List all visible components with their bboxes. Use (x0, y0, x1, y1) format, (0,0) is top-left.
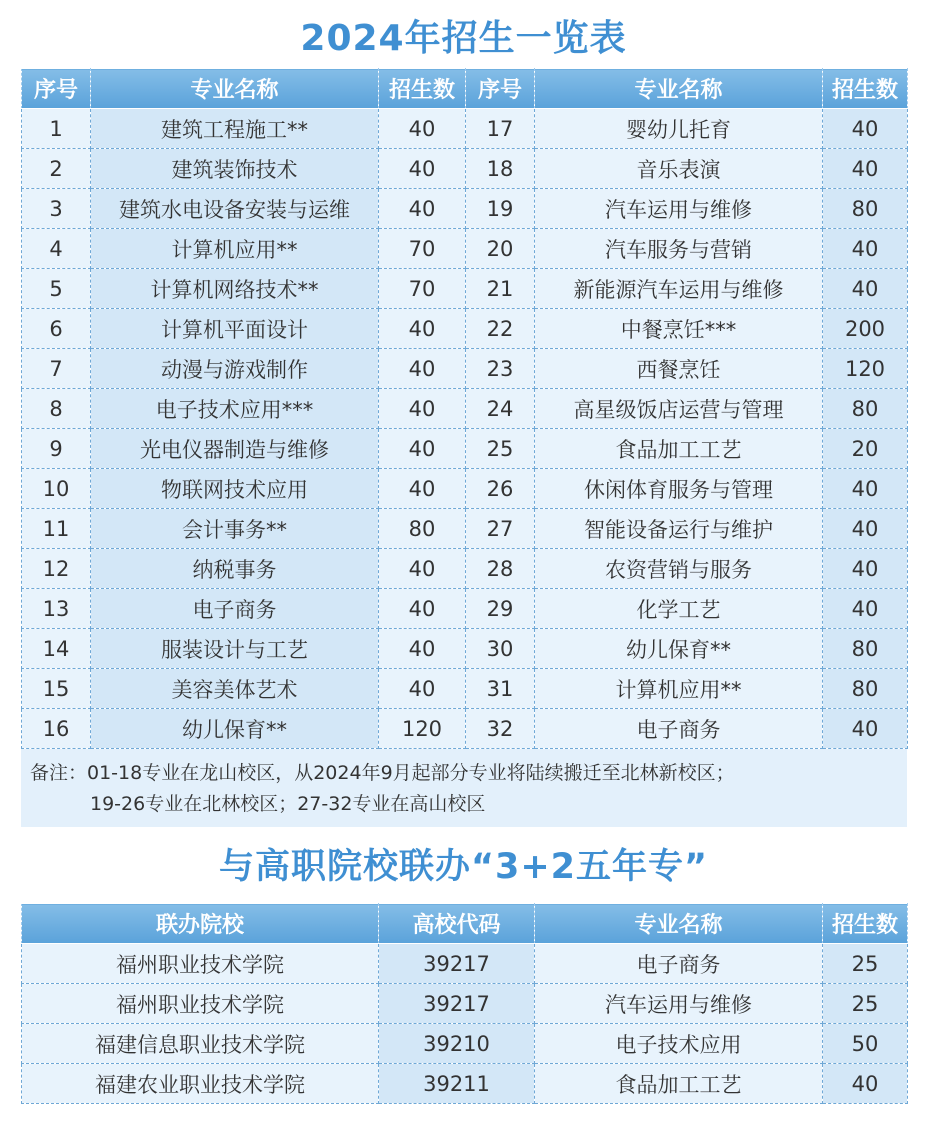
table-cell: 福建农业职业技术学院 (22, 1064, 379, 1104)
table-cell: 80 (823, 389, 908, 429)
table-cell: 40 (379, 149, 466, 189)
table-cell: 高星级饭店运营与管理 (535, 389, 823, 429)
table-header-row (22, 69, 908, 109)
table-cell: 32 (466, 709, 535, 749)
table-cell: 40 (379, 389, 466, 429)
table-cell: 24 (466, 389, 535, 429)
table-cell: 计算机应用** (91, 229, 379, 269)
table-cell: 15 (22, 669, 91, 709)
column-header: 联办院校 (22, 904, 379, 944)
table-cell: 40 (379, 349, 466, 389)
table-cell: 纳税事务 (91, 549, 379, 589)
table-row (22, 1024, 908, 1064)
table-cell: 40 (823, 1064, 908, 1104)
table-cell: 29 (466, 589, 535, 629)
table-cell: 幼儿保育** (91, 709, 379, 749)
table-cell: 40 (823, 509, 908, 549)
table-cell: 建筑工程施工** (91, 109, 379, 149)
table-row (22, 109, 908, 149)
table-cell: 200 (823, 309, 908, 349)
table-cell: 40 (379, 549, 466, 589)
table-row (22, 589, 908, 629)
table-cell: 70 (379, 229, 466, 269)
table-cell: 汽车运用与维修 (535, 189, 823, 229)
table-cell: 服装设计与工艺 (91, 629, 379, 669)
table-cell: 电子商务 (535, 944, 823, 984)
table-cell: 汽车服务与营销 (535, 229, 823, 269)
section-title: 与高职院校联办“3+2五年专” (218, 847, 709, 887)
table-cell: 40 (823, 469, 908, 509)
table-row (22, 189, 908, 229)
table-row (22, 389, 908, 429)
table-cell: 27 (466, 509, 535, 549)
table-cell: 智能设备运行与维护 (535, 509, 823, 549)
column-header: 高校代码 (379, 904, 535, 944)
table-cell: 21 (466, 269, 535, 309)
table-cell: 40 (823, 549, 908, 589)
table-cell: 建筑装饰技术 (91, 149, 379, 189)
table-cell: 40 (823, 589, 908, 629)
table-cell: 40 (379, 189, 466, 229)
table-cell: 11 (22, 509, 91, 549)
table-cell: 食品加工工艺 (535, 429, 823, 469)
table-cell: 25 (823, 944, 908, 984)
table-cell: 福州职业技术学院 (22, 944, 379, 984)
column-header: 招生数 (823, 69, 908, 109)
table-cell: 70 (379, 269, 466, 309)
table-cell: 婴幼儿托育 (535, 109, 823, 149)
table-cell: 40 (823, 109, 908, 149)
table-cell: 40 (823, 269, 908, 309)
table-cell: 50 (823, 1024, 908, 1064)
table-row (22, 1064, 908, 1104)
table-row (22, 229, 908, 269)
table-cell: 3 (22, 189, 91, 229)
remark-line: 备注：01-18专业在龙山校区，从2024年9月起部分专业将陆续搬迁至北林新校区； (30, 762, 735, 784)
column-header: 序号 (22, 69, 91, 109)
table-cell: 25 (466, 429, 535, 469)
table-cell: 23 (466, 349, 535, 389)
table-cell: 40 (379, 469, 466, 509)
table-cell: 6 (22, 309, 91, 349)
table-cell: 40 (379, 429, 466, 469)
table-cell: 光电仪器制造与维修 (91, 429, 379, 469)
table-cell: 西餐烹饪 (535, 349, 823, 389)
table-cell: 建筑水电设备安装与运维 (91, 189, 379, 229)
table-row (22, 944, 908, 984)
table-cell: 食品加工工艺 (535, 1064, 823, 1104)
table-cell: 电子技术应用*** (91, 389, 379, 429)
table-row (22, 629, 908, 669)
table-cell: 26 (466, 469, 535, 509)
table-cell: 福建信息职业技术学院 (22, 1024, 379, 1064)
table-cell: 40 (379, 109, 466, 149)
table-cell: 计算机平面设计 (91, 309, 379, 349)
remark-note (21, 749, 907, 827)
remark-line: 19-26专业在北林校区；27-32专业在高山校区 (90, 793, 486, 815)
table-cell: 13 (22, 589, 91, 629)
table-cell: 40 (823, 149, 908, 189)
table-cell: 幼儿保育** (535, 629, 823, 669)
table-row (22, 984, 908, 1024)
table-row (22, 309, 908, 349)
table-cell: 80 (379, 509, 466, 549)
column-header: 专业名称 (535, 69, 823, 109)
table-cell: 2 (22, 149, 91, 189)
table-cell: 新能源汽车运用与维修 (535, 269, 823, 309)
table-cell: 12 (22, 549, 91, 589)
table-cell: 120 (379, 709, 466, 749)
page-title: 2024年招生一览表 (300, 18, 627, 59)
enrollment-table (21, 68, 908, 749)
table-cell: 中餐烹饪*** (535, 309, 823, 349)
table-row (22, 149, 908, 189)
table-cell: 5 (22, 269, 91, 309)
table-cell: 80 (823, 629, 908, 669)
column-header: 序号 (466, 69, 535, 109)
table-cell: 福州职业技术学院 (22, 984, 379, 1024)
table-cell: 计算机应用** (535, 669, 823, 709)
table-row (22, 509, 908, 549)
table-cell: 4 (22, 229, 91, 269)
column-header: 招生数 (379, 69, 466, 109)
table-cell: 39211 (379, 1064, 535, 1104)
table-cell: 9 (22, 429, 91, 469)
table-cell: 动漫与游戏制作 (91, 349, 379, 389)
table-cell: 1 (22, 109, 91, 149)
table-cell: 28 (466, 549, 535, 589)
table-cell: 电子商务 (535, 709, 823, 749)
table-cell: 40 (823, 709, 908, 749)
column-header: 专业名称 (535, 904, 823, 944)
table-cell: 22 (466, 309, 535, 349)
table-cell: 美容美体艺术 (91, 669, 379, 709)
table-row (22, 669, 908, 709)
column-header: 专业名称 (91, 69, 379, 109)
table-cell: 14 (22, 629, 91, 669)
table-cell: 80 (823, 189, 908, 229)
table-cell: 20 (823, 429, 908, 469)
column-header: 招生数 (823, 904, 908, 944)
table-cell: 汽车运用与维修 (535, 984, 823, 1024)
table-cell: 18 (466, 149, 535, 189)
table-row (22, 709, 908, 749)
table-cell: 120 (823, 349, 908, 389)
table-cell: 40 (379, 589, 466, 629)
table-cell: 电子商务 (91, 589, 379, 629)
table-cell: 化学工艺 (535, 589, 823, 629)
table-cell: 80 (823, 669, 908, 709)
table-cell: 39210 (379, 1024, 535, 1064)
table-cell: 计算机网络技术** (91, 269, 379, 309)
table-cell: 物联网技术应用 (91, 469, 379, 509)
table-cell: 农资营销与服务 (535, 549, 823, 589)
table-cell: 休闲体育服务与管理 (535, 469, 823, 509)
table-cell: 40 (823, 229, 908, 269)
table-cell: 30 (466, 629, 535, 669)
table-cell: 40 (379, 309, 466, 349)
table-cell: 7 (22, 349, 91, 389)
table-row (22, 469, 908, 509)
table-row (22, 269, 908, 309)
table-cell: 39217 (379, 944, 535, 984)
table-row (22, 349, 908, 389)
table-cell: 16 (22, 709, 91, 749)
table-cell: 39217 (379, 984, 535, 1024)
table-cell: 电子技术应用 (535, 1024, 823, 1064)
table-cell: 会计事务** (91, 509, 379, 549)
table-cell: 17 (466, 109, 535, 149)
table-cell: 音乐表演 (535, 149, 823, 189)
table-row (22, 549, 908, 589)
table-header-row (22, 904, 908, 944)
table-cell: 8 (22, 389, 91, 429)
table-cell: 20 (466, 229, 535, 269)
table-cell: 31 (466, 669, 535, 709)
table-row (22, 429, 908, 469)
table-cell: 10 (22, 469, 91, 509)
table-cell: 19 (466, 189, 535, 229)
table-cell: 40 (379, 629, 466, 669)
joint-program-table (21, 903, 908, 1104)
table-cell: 40 (379, 669, 466, 709)
table-cell: 25 (823, 984, 908, 1024)
